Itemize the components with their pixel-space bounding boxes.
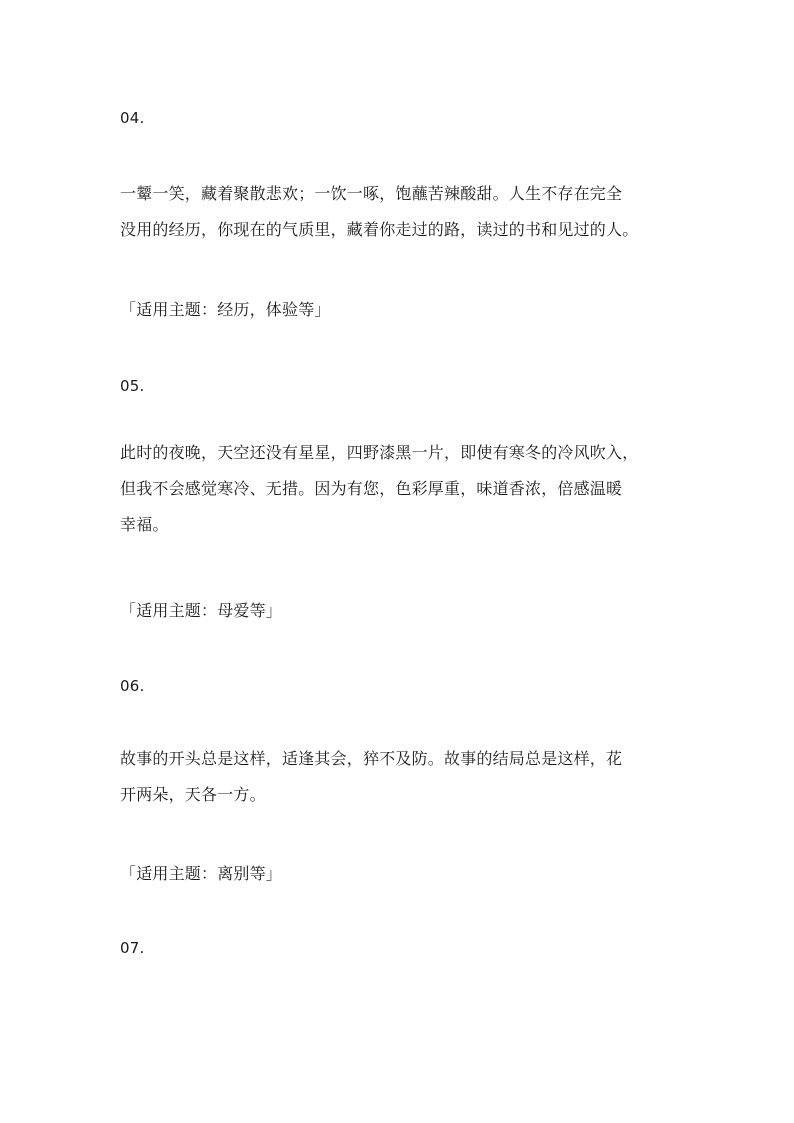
section-05-line-2: 但我不会感觉寒冷、无措。因为有您，色彩厚重，味道香浓，倍感温暖 [120,479,623,498]
section-04-line-1: 一颦一笑，藏着聚散悲欢；一饮一啄，饱蘸苦辣酸甜。人生不存在完全 [120,184,623,203]
section-06-line-1: 故事的开头总是这样，适逢其会，猝不及防。故事的结局总是这样，花 [120,749,623,768]
section-05-line-1: 此时的夜晚，天空还没有星星，四野漆黑一片，即使有寒冬的冷风吹入， [120,443,639,462]
section-06-line-2: 开两朵，天各一方。 [120,785,266,804]
section-04-paragraph [120,176,680,248]
section-number-06: 06. [120,677,145,695]
section-number-05: 05. [120,377,145,395]
section-04-theme: 「适用主题：经历，体验等」 [120,300,331,319]
section-05-paragraph [120,435,680,543]
section-number-04: 04. [120,109,145,127]
section-number-07: 07. [120,939,145,957]
section-06-theme: 「适用主题：离别等」 [120,864,283,883]
section-04-line-2: 没用的经历，你现在的气质里，藏着你走过的路，读过的书和见过的人。 [120,220,639,239]
section-05-line-3: 幸福。 [120,515,169,534]
section-05-theme: 「适用主题：母爱等」 [120,601,283,620]
section-06-paragraph [120,741,680,813]
